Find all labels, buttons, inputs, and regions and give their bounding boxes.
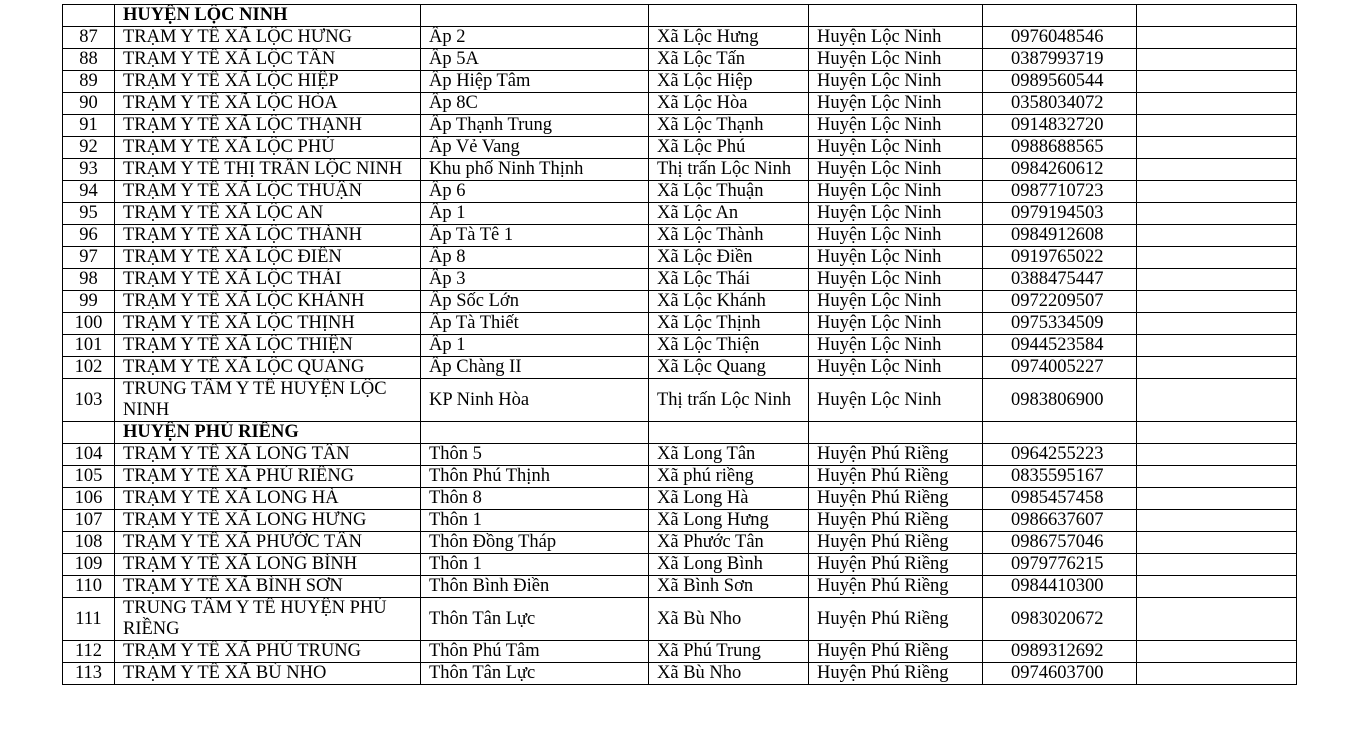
cell-phone: 0989312692 <box>983 641 1137 663</box>
cell-commune: Xã Bù Nho <box>649 598 809 641</box>
table-row <box>63 181 1297 203</box>
cell-facility-name: TRẠM Y TẾ XÃ LỘC THÁI <box>115 269 421 291</box>
district-heading-row <box>63 5 1297 27</box>
cell-commune: Xã Lộc Phú <box>649 137 809 159</box>
cell-note <box>1137 203 1297 225</box>
table-row <box>63 203 1297 225</box>
cell-row-number: 109 <box>63 554 115 576</box>
cell-row-number: 87 <box>63 27 115 49</box>
cell-commune: Xã Lộc Thuận <box>649 181 809 203</box>
table-row <box>63 27 1297 49</box>
cell-phone: 0986757046 <box>983 532 1137 554</box>
cell-row-number: 99 <box>63 291 115 313</box>
cell-note <box>1137 576 1297 598</box>
cell-phone: 0944523584 <box>983 335 1137 357</box>
district-heading: HUYỆN LỘC NINH <box>115 5 421 27</box>
cell-commune: Xã Lộc Hưng <box>649 27 809 49</box>
cell-note <box>1137 115 1297 137</box>
cell-commune: Xã Lộc Thạnh <box>649 115 809 137</box>
cell-address: KP Ninh Hòa <box>421 379 649 422</box>
cell-phone: 0964255223 <box>983 444 1137 466</box>
cell-commune: Xã Long Hưng <box>649 510 809 532</box>
cell-facility-name: TRẠM Y TẾ XÃ LONG HƯNG <box>115 510 421 532</box>
table-row <box>63 159 1297 181</box>
cell-note <box>1137 137 1297 159</box>
cell-row-number: 98 <box>63 269 115 291</box>
cell-row-number: 110 <box>63 576 115 598</box>
table-body <box>63 5 1297 685</box>
cell-district: Huyện Lộc Ninh <box>809 159 983 181</box>
cell-phone: 0989560544 <box>983 71 1137 93</box>
cell-address: Ấp 8 <box>421 247 649 269</box>
cell-commune: Xã Lộc An <box>649 203 809 225</box>
cell-address: Thôn Phú Tâm <box>421 641 649 663</box>
cell-note <box>1137 510 1297 532</box>
cell-phone: 0835595167 <box>983 466 1137 488</box>
table-row <box>63 93 1297 115</box>
cell-note <box>1137 379 1297 422</box>
cell-district: Huyện Lộc Ninh <box>809 137 983 159</box>
table-row <box>63 576 1297 598</box>
empty-cell <box>983 422 1137 444</box>
cell-phone: 0388475447 <box>983 269 1137 291</box>
cell-note <box>1137 225 1297 247</box>
cell-row-number: 105 <box>63 466 115 488</box>
cell-address: Khu phố Ninh Thịnh <box>421 159 649 181</box>
cell-district: Huyện Lộc Ninh <box>809 269 983 291</box>
cell-row-number: 104 <box>63 444 115 466</box>
table-row <box>63 269 1297 291</box>
table-row <box>63 49 1297 71</box>
cell-row-number: 106 <box>63 488 115 510</box>
table-row <box>63 598 1297 641</box>
cell-phone: 0974005227 <box>983 357 1137 379</box>
cell-phone: 0387993719 <box>983 49 1137 71</box>
cell-phone: 0979194503 <box>983 203 1137 225</box>
cell-row-number: 97 <box>63 247 115 269</box>
cell-commune: Xã Long Bình <box>649 554 809 576</box>
empty-cell <box>63 422 115 444</box>
cell-address: Ấp Hiệp Tâm <box>421 71 649 93</box>
cell-commune: Xã Long Tân <box>649 444 809 466</box>
cell-district: Huyện Lộc Ninh <box>809 203 983 225</box>
cell-note <box>1137 313 1297 335</box>
cell-address: Ấp Tà Tê 1 <box>421 225 649 247</box>
cell-commune: Xã Lộc Thiện <box>649 335 809 357</box>
cell-facility-name: TRẠM Y TẾ XÃ LỘC ĐIỀN <box>115 247 421 269</box>
cell-district: Huyện Lộc Ninh <box>809 291 983 313</box>
table-row <box>63 554 1297 576</box>
cell-phone: 0983020672 <box>983 598 1137 641</box>
cell-facility-name: TRẠM Y TẾ XÃ LỘC THẠNH <box>115 115 421 137</box>
table-row <box>63 291 1297 313</box>
cell-facility-name: TRẠM Y TẾ XÃ LONG HÀ <box>115 488 421 510</box>
table-row <box>63 641 1297 663</box>
cell-row-number: 111 <box>63 598 115 641</box>
cell-district: Huyện Lộc Ninh <box>809 225 983 247</box>
empty-cell <box>809 422 983 444</box>
cell-facility-name: TRẠM Y TẾ XÃ LỘC HÒA <box>115 93 421 115</box>
cell-district: Huyện Lộc Ninh <box>809 335 983 357</box>
cell-phone: 0979776215 <box>983 554 1137 576</box>
cell-facility-name: TRẠM Y TẾ XÃ BÌNH SƠN <box>115 576 421 598</box>
cell-address: Thôn 1 <box>421 554 649 576</box>
empty-cell <box>649 422 809 444</box>
cell-commune: Xã Lộc Điền <box>649 247 809 269</box>
cell-facility-name: TRẠM Y TẾ XÃ LỘC QUANG <box>115 357 421 379</box>
district-heading-row <box>63 422 1297 444</box>
table-row <box>63 225 1297 247</box>
cell-phone: 0974603700 <box>983 663 1137 685</box>
cell-address: Thôn 8 <box>421 488 649 510</box>
cell-address: Ấp Tà Thiết <box>421 313 649 335</box>
cell-district: Huyện Phú Riềng <box>809 641 983 663</box>
table-row <box>63 335 1297 357</box>
cell-commune: Xã Lộc Tấn <box>649 49 809 71</box>
cell-phone: 0919765022 <box>983 247 1137 269</box>
cell-facility-name: TRẠM Y TẾ XÃ LỘC HIỆP <box>115 71 421 93</box>
empty-cell <box>649 5 809 27</box>
cell-facility-name: TRUNG TÂM Y TẾ HUYỆN PHÚ RIỀNG <box>115 598 421 641</box>
cell-district: Huyện Lộc Ninh <box>809 247 983 269</box>
cell-district: Huyện Phú Riềng <box>809 466 983 488</box>
cell-note <box>1137 598 1297 641</box>
cell-note <box>1137 466 1297 488</box>
cell-commune: Xã Long Hà <box>649 488 809 510</box>
cell-facility-name: TRẠM Y TẾ XÃ LỘC PHÚ <box>115 137 421 159</box>
cell-address: Thôn Tân Lực <box>421 663 649 685</box>
cell-address: Thôn 1 <box>421 510 649 532</box>
cell-address: Ấp 2 <box>421 27 649 49</box>
cell-district: Huyện Phú Riềng <box>809 576 983 598</box>
health-station-table <box>62 4 1297 685</box>
cell-address: Ấp Vẻ Vang <box>421 137 649 159</box>
cell-phone: 0358034072 <box>983 93 1137 115</box>
cell-address: Ấp 8C <box>421 93 649 115</box>
district-heading: HUYỆN PHÚ RIỀNG <box>115 422 421 444</box>
cell-facility-name: TRẠM Y TẾ XÃ BÙ NHO <box>115 663 421 685</box>
cell-note <box>1137 49 1297 71</box>
table-row <box>63 137 1297 159</box>
cell-commune: Xã Lộc Thịnh <box>649 313 809 335</box>
cell-commune: Xã Lộc Thành <box>649 225 809 247</box>
cell-note <box>1137 181 1297 203</box>
cell-row-number: 102 <box>63 357 115 379</box>
table-row <box>63 313 1297 335</box>
cell-facility-name: TRẠM Y TẾ XÃ LONG TÂN <box>115 444 421 466</box>
cell-phone: 0983806900 <box>983 379 1137 422</box>
cell-district: Huyện Phú Riềng <box>809 488 983 510</box>
empty-cell <box>1137 422 1297 444</box>
cell-facility-name: TRUNG TÂM Y TẾ HUYỆN LỘC NINH <box>115 379 421 422</box>
cell-district: Huyện Lộc Ninh <box>809 93 983 115</box>
cell-row-number: 103 <box>63 379 115 422</box>
cell-commune: Xã Lộc Hòa <box>649 93 809 115</box>
cell-commune: Thị trấn Lộc Ninh <box>649 159 809 181</box>
cell-note <box>1137 159 1297 181</box>
cell-district: Huyện Lộc Ninh <box>809 49 983 71</box>
cell-commune: Xã phú riềng <box>649 466 809 488</box>
cell-address: Ấp Thạnh Trung <box>421 115 649 137</box>
cell-address: Ấp 6 <box>421 181 649 203</box>
cell-note <box>1137 532 1297 554</box>
cell-facility-name: TRẠM Y TẾ XÃ LỘC TẤN <box>115 49 421 71</box>
cell-address: Ấp Sốc Lớn <box>421 291 649 313</box>
cell-phone: 0976048546 <box>983 27 1137 49</box>
table-row <box>63 444 1297 466</box>
empty-cell <box>421 422 649 444</box>
cell-address: Ấp Chàng II <box>421 357 649 379</box>
table-row <box>63 510 1297 532</box>
empty-cell <box>809 5 983 27</box>
cell-phone: 0987710723 <box>983 181 1137 203</box>
cell-row-number: 93 <box>63 159 115 181</box>
cell-row-number: 88 <box>63 49 115 71</box>
cell-address: Ấp 3 <box>421 269 649 291</box>
cell-row-number: 112 <box>63 641 115 663</box>
table-row <box>63 115 1297 137</box>
cell-row-number: 96 <box>63 225 115 247</box>
cell-address: Thôn Tân Lực <box>421 598 649 641</box>
cell-commune: Xã Lộc Hiệp <box>649 71 809 93</box>
cell-note <box>1137 247 1297 269</box>
cell-address: Ấp 1 <box>421 335 649 357</box>
cell-phone: 0985457458 <box>983 488 1137 510</box>
table-row <box>63 663 1297 685</box>
cell-row-number: 113 <box>63 663 115 685</box>
cell-row-number: 94 <box>63 181 115 203</box>
cell-row-number: 101 <box>63 335 115 357</box>
cell-facility-name: TRẠM Y TẾ XÃ LỘC KHÁNH <box>115 291 421 313</box>
cell-row-number: 100 <box>63 313 115 335</box>
cell-phone: 0984260612 <box>983 159 1137 181</box>
cell-address: Thôn Đồng Tháp <box>421 532 649 554</box>
cell-commune: Xã Phú Trung <box>649 641 809 663</box>
cell-row-number: 90 <box>63 93 115 115</box>
cell-facility-name: TRẠM Y TẾ XÃ LONG BÌNH <box>115 554 421 576</box>
cell-district: Huyện Lộc Ninh <box>809 181 983 203</box>
cell-note <box>1137 488 1297 510</box>
cell-district: Huyện Phú Riềng <box>809 532 983 554</box>
cell-district: Huyện Phú Riềng <box>809 598 983 641</box>
empty-cell <box>1137 5 1297 27</box>
cell-facility-name: TRẠM Y TẾ THỊ TRẤN LỘC NINH <box>115 159 421 181</box>
cell-note <box>1137 291 1297 313</box>
cell-address: Ấp 1 <box>421 203 649 225</box>
cell-note <box>1137 641 1297 663</box>
cell-facility-name: TRẠM Y TẾ XÃ PHÚ TRUNG <box>115 641 421 663</box>
cell-row-number: 95 <box>63 203 115 225</box>
cell-facility-name: TRẠM Y TẾ XÃ LỘC AN <box>115 203 421 225</box>
table-row <box>63 488 1297 510</box>
cell-note <box>1137 269 1297 291</box>
table-row <box>63 71 1297 93</box>
cell-district: Huyện Phú Riềng <box>809 554 983 576</box>
table-row <box>63 379 1297 422</box>
cell-address: Thôn Phú Thịnh <box>421 466 649 488</box>
cell-facility-name: TRẠM Y TẾ XÃ LỘC THIỆN <box>115 335 421 357</box>
cell-district: Huyện Phú Riềng <box>809 510 983 532</box>
cell-facility-name: TRẠM Y TẾ XÃ LỘC THUẬN <box>115 181 421 203</box>
cell-note <box>1137 71 1297 93</box>
cell-district: Huyện Lộc Ninh <box>809 379 983 422</box>
cell-note <box>1137 27 1297 49</box>
table-row <box>63 357 1297 379</box>
table-row <box>63 532 1297 554</box>
empty-cell <box>983 5 1137 27</box>
cell-commune: Xã Lộc Khánh <box>649 291 809 313</box>
cell-note <box>1137 357 1297 379</box>
cell-district: Huyện Phú Riềng <box>809 663 983 685</box>
cell-commune: Xã Lộc Thái <box>649 269 809 291</box>
empty-cell <box>421 5 649 27</box>
cell-phone: 0914832720 <box>983 115 1137 137</box>
cell-facility-name: TRẠM Y TẾ XÃ LỘC THỊNH <box>115 313 421 335</box>
empty-cell <box>63 5 115 27</box>
cell-row-number: 108 <box>63 532 115 554</box>
cell-address: Thôn 5 <box>421 444 649 466</box>
cell-facility-name: TRẠM Y TẾ XÃ PHƯỚC TÂN <box>115 532 421 554</box>
cell-row-number: 91 <box>63 115 115 137</box>
cell-facility-name: TRẠM Y TẾ XÃ LỘC THÀNH <box>115 225 421 247</box>
table-row <box>63 466 1297 488</box>
cell-phone: 0984912608 <box>983 225 1137 247</box>
cell-commune: Xã Lộc Quang <box>649 357 809 379</box>
cell-phone: 0984410300 <box>983 576 1137 598</box>
cell-district: Huyện Lộc Ninh <box>809 115 983 137</box>
cell-phone: 0986637607 <box>983 510 1137 532</box>
cell-note <box>1137 93 1297 115</box>
cell-note <box>1137 554 1297 576</box>
cell-phone: 0972209507 <box>983 291 1137 313</box>
cell-phone: 0988688565 <box>983 137 1137 159</box>
cell-commune: Thị trấn Lộc Ninh <box>649 379 809 422</box>
cell-note <box>1137 335 1297 357</box>
cell-note <box>1137 663 1297 685</box>
cell-phone: 0975334509 <box>983 313 1137 335</box>
cell-row-number: 107 <box>63 510 115 532</box>
cell-address: Ấp 5A <box>421 49 649 71</box>
cell-row-number: 89 <box>63 71 115 93</box>
cell-facility-name: TRẠM Y TẾ XÃ PHÚ RIỀNG <box>115 466 421 488</box>
cell-commune: Xã Bình Sơn <box>649 576 809 598</box>
cell-district: Huyện Phú Riềng <box>809 444 983 466</box>
cell-district: Huyện Lộc Ninh <box>809 313 983 335</box>
cell-facility-name: TRẠM Y TẾ XÃ LỘC HƯNG <box>115 27 421 49</box>
cell-district: Huyện Lộc Ninh <box>809 71 983 93</box>
cell-note <box>1137 444 1297 466</box>
cell-address: Thôn Bình Điền <box>421 576 649 598</box>
table-row <box>63 247 1297 269</box>
cell-commune: Xã Phước Tân <box>649 532 809 554</box>
cell-row-number: 92 <box>63 137 115 159</box>
cell-district: Huyện Lộc Ninh <box>809 357 983 379</box>
cell-district: Huyện Lộc Ninh <box>809 27 983 49</box>
cell-commune: Xã Bù Nho <box>649 663 809 685</box>
